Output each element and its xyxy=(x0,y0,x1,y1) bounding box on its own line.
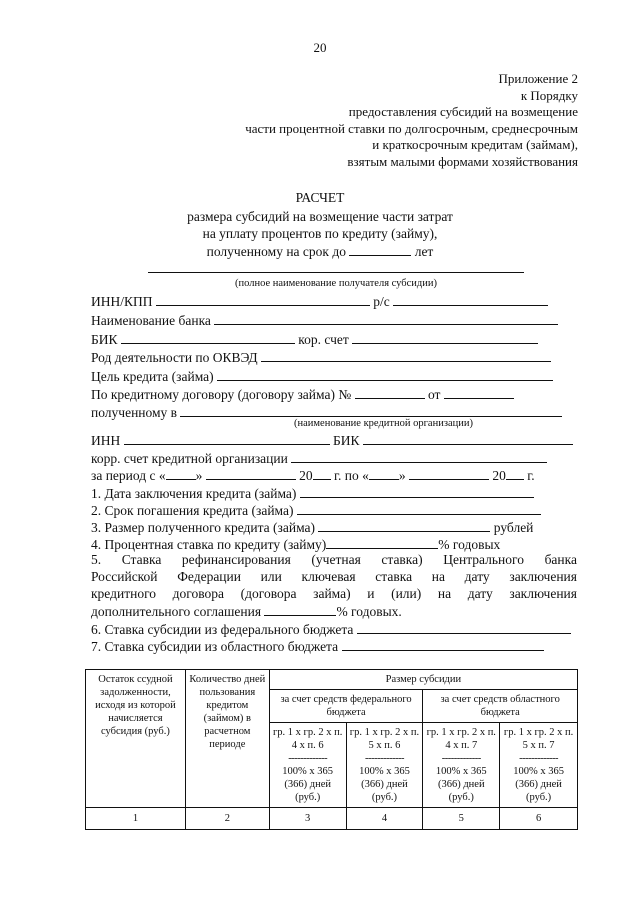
period-start-year-prefix: 20 xyxy=(299,468,313,483)
agreement-number-field[interactable] xyxy=(355,386,425,399)
period-end-year-prefix: 20 xyxy=(492,468,506,483)
page-number: 20 xyxy=(313,40,327,55)
inn-kpp-row xyxy=(91,293,548,310)
corr-account-label: кор. счет xyxy=(298,332,349,347)
item-4-unit: % годовых xyxy=(438,537,501,552)
col-5-denominator: 100% х 365 (366) дней (руб.) xyxy=(435,766,487,803)
okved-field[interactable] xyxy=(261,349,551,362)
bank-name-label: Наименование банка xyxy=(91,313,211,328)
title-line-2: на уплату процентов по кредиту (займу), xyxy=(202,226,438,241)
corr-account-field[interactable] xyxy=(352,331,538,344)
item-6-field[interactable] xyxy=(357,621,571,634)
col-5-formula: гр. 1 х гр. 2 х п. 4 х п. 7 xyxy=(426,727,496,751)
inn-label: ИНН xyxy=(91,433,121,448)
item-5-line-2: Российской Федерации или ключевая ставка на дату заключения xyxy=(91,569,577,584)
item-5-field[interactable] xyxy=(264,603,336,616)
credit-purpose-field[interactable] xyxy=(217,368,553,381)
col-number: 4 xyxy=(346,808,423,830)
appendix-line: к Порядку xyxy=(520,87,578,103)
period-start-day-field[interactable] xyxy=(166,467,196,480)
term-suffix: лет xyxy=(414,244,434,259)
col-5-dashes: ------------- xyxy=(441,753,481,764)
bik-label: БИК xyxy=(91,332,118,347)
inn-kpp-field[interactable] xyxy=(156,293,370,306)
table-number-row xyxy=(86,808,578,830)
col-3-formula: гр. 1 х гр. 2 х п. 4 х п. 6 xyxy=(273,727,343,751)
table-header-row-1 xyxy=(86,670,578,690)
period-start-year-field[interactable] xyxy=(313,467,331,480)
subsidy-header: Размер субсидии xyxy=(269,670,577,690)
document-title: РАСЧЕТ xyxy=(295,190,345,205)
inn-row xyxy=(91,432,573,449)
credit-purpose-label: Цель кредита (займа) xyxy=(91,369,214,384)
recipient-name-field[interactable] xyxy=(148,272,524,273)
period-end-day-field[interactable] xyxy=(369,467,399,480)
col-6-formula: гр. 1 х гр. 2 х п. 5 х п. 7 xyxy=(503,727,574,751)
received-in-label: полученному в xyxy=(91,405,178,420)
item-1-row xyxy=(91,485,534,502)
bik-row xyxy=(91,331,538,348)
item-3-unit: рублей xyxy=(493,520,534,535)
term-prefix: полученному на срок до xyxy=(206,244,346,259)
item-4-field[interactable] xyxy=(326,536,438,549)
item-5-prefix: дополнительного соглашения xyxy=(91,604,262,619)
col-3-header xyxy=(269,723,346,808)
agreement-row xyxy=(91,386,514,403)
item-3-row xyxy=(91,519,533,536)
period-label-to: г. по « xyxy=(334,468,369,483)
corr-account-org-label: корр. счет кредитной организации xyxy=(91,451,288,466)
recipient-caption: (полное наименование получателя субсидии) xyxy=(235,278,437,289)
item-6-label: 6. Ставка субсидии из федерального бюджета xyxy=(91,622,354,637)
item-2-field[interactable] xyxy=(297,502,541,515)
term-field[interactable] xyxy=(349,243,411,256)
regional-header: за счет средств областного бюджета xyxy=(423,690,578,723)
item-5-line-1: 5. Ставка рефинансирования (учетная ставка) Центрального банка xyxy=(91,552,577,567)
period-year-suffix: г. xyxy=(527,468,535,483)
corr-account-org-row xyxy=(91,450,547,467)
col-6-dashes: ------------- xyxy=(519,753,559,764)
appendix-line: Приложение 2 xyxy=(498,71,578,86)
agreement-label: По кредитному договору (договору займа) № xyxy=(91,387,352,402)
item-2-row xyxy=(91,502,541,519)
bank-row xyxy=(91,312,558,329)
okved-label: Род деятельности по ОКВЭД xyxy=(91,350,258,365)
inn-kpp-label: ИНН/КПП xyxy=(91,294,153,309)
col-4-header xyxy=(346,723,423,808)
appendix-line: взятым малыми формами хозяйствования xyxy=(347,153,578,169)
item-3-field[interactable] xyxy=(318,519,490,532)
period-label-from: за период с « xyxy=(91,468,166,483)
item-3-label: 3. Размер полученного кредита (займа) xyxy=(91,520,316,535)
account-field[interactable] xyxy=(393,293,548,306)
period-end-year-field[interactable] xyxy=(506,467,524,480)
appendix-line: и краткосрочным кредитам (займам), xyxy=(372,137,578,152)
col-4-denominator: 100% х 365 (366) дней (руб.) xyxy=(359,766,410,803)
col-number: 1 xyxy=(86,808,186,830)
item-1-label: 1. Дата заключения кредита (займа) xyxy=(91,486,297,501)
period-quote-close-2: » xyxy=(398,468,406,483)
col-number: 5 xyxy=(423,808,500,830)
col-4-formula: гр. 1 х гр. 2 х п. 5 х п. 6 xyxy=(349,727,420,751)
item-2-label: 2. Срок погашения кредита (займа) xyxy=(91,503,294,518)
appendix-line: части процентной ставки по долгосрочным, среднесрочным xyxy=(245,120,578,136)
item-4-label: 4. Процентная ставка по кредиту (займу) xyxy=(91,537,327,552)
corr-account-org-field[interactable] xyxy=(291,450,547,463)
item-6-row xyxy=(91,621,571,638)
item-5-line-3: кредитного договора (договора займа) и (или) на дату заключения xyxy=(91,586,577,601)
col-1-header: Остаток ссудной задолженности, исходя из которой начисляется субсидия (руб.) xyxy=(86,670,186,808)
col-6-denominator: 100% х 365 (366) дней (руб.) xyxy=(513,766,564,803)
agreement-from-label: от xyxy=(427,387,441,402)
purpose-row xyxy=(91,368,553,385)
okved-row xyxy=(91,349,551,366)
bik-field[interactable] xyxy=(121,331,295,344)
period-row xyxy=(91,467,535,484)
item-5-suffix: % годовых. xyxy=(336,604,402,619)
period-start-month-field[interactable] xyxy=(206,467,296,480)
appendix-line: предоставления субсидий на возмещение xyxy=(348,104,578,119)
title-line-3 xyxy=(0,243,640,260)
period-quote-close: » xyxy=(195,468,203,483)
col-4-dashes: ------------- xyxy=(364,753,404,764)
col-6-header xyxy=(500,723,578,808)
item-4-row xyxy=(91,536,500,553)
item-7-row xyxy=(91,638,544,655)
col-3-dashes: ------------- xyxy=(288,753,328,764)
col-number: 3 xyxy=(269,808,346,830)
col-3-denominator: 100% х 365 (366) дней (руб.) xyxy=(282,766,334,803)
account-label: р/с xyxy=(373,294,390,309)
col-2-header: Количество дней пользования кредитом (займом) в расчетном периоде xyxy=(185,670,269,808)
federal-header: за счет средств федерального бюджета xyxy=(269,690,423,723)
item-1-field[interactable] xyxy=(300,485,534,498)
period-end-month-field[interactable] xyxy=(409,467,489,480)
appendix-header xyxy=(245,71,578,170)
agreement-date-field[interactable] xyxy=(444,386,514,399)
item-5-line-4 xyxy=(91,603,402,620)
col-5-header xyxy=(423,723,500,808)
bank-name-field[interactable] xyxy=(214,312,558,325)
item-7-label: 7. Ставка субсидии из областного бюджета xyxy=(91,639,339,654)
inn-field[interactable] xyxy=(124,432,330,445)
subsidy-table xyxy=(85,669,578,830)
bik2-label: БИК xyxy=(333,433,360,448)
bik2-field[interactable] xyxy=(363,432,573,445)
credit-org-field[interactable] xyxy=(180,404,562,417)
title-line-1: размера субсидий на возмещение части затрат xyxy=(187,209,453,224)
col-number: 6 xyxy=(500,808,578,830)
org-caption: (наименование кредитной организации) xyxy=(294,418,473,429)
col-number: 2 xyxy=(185,808,269,830)
item-7-field[interactable] xyxy=(342,638,544,651)
